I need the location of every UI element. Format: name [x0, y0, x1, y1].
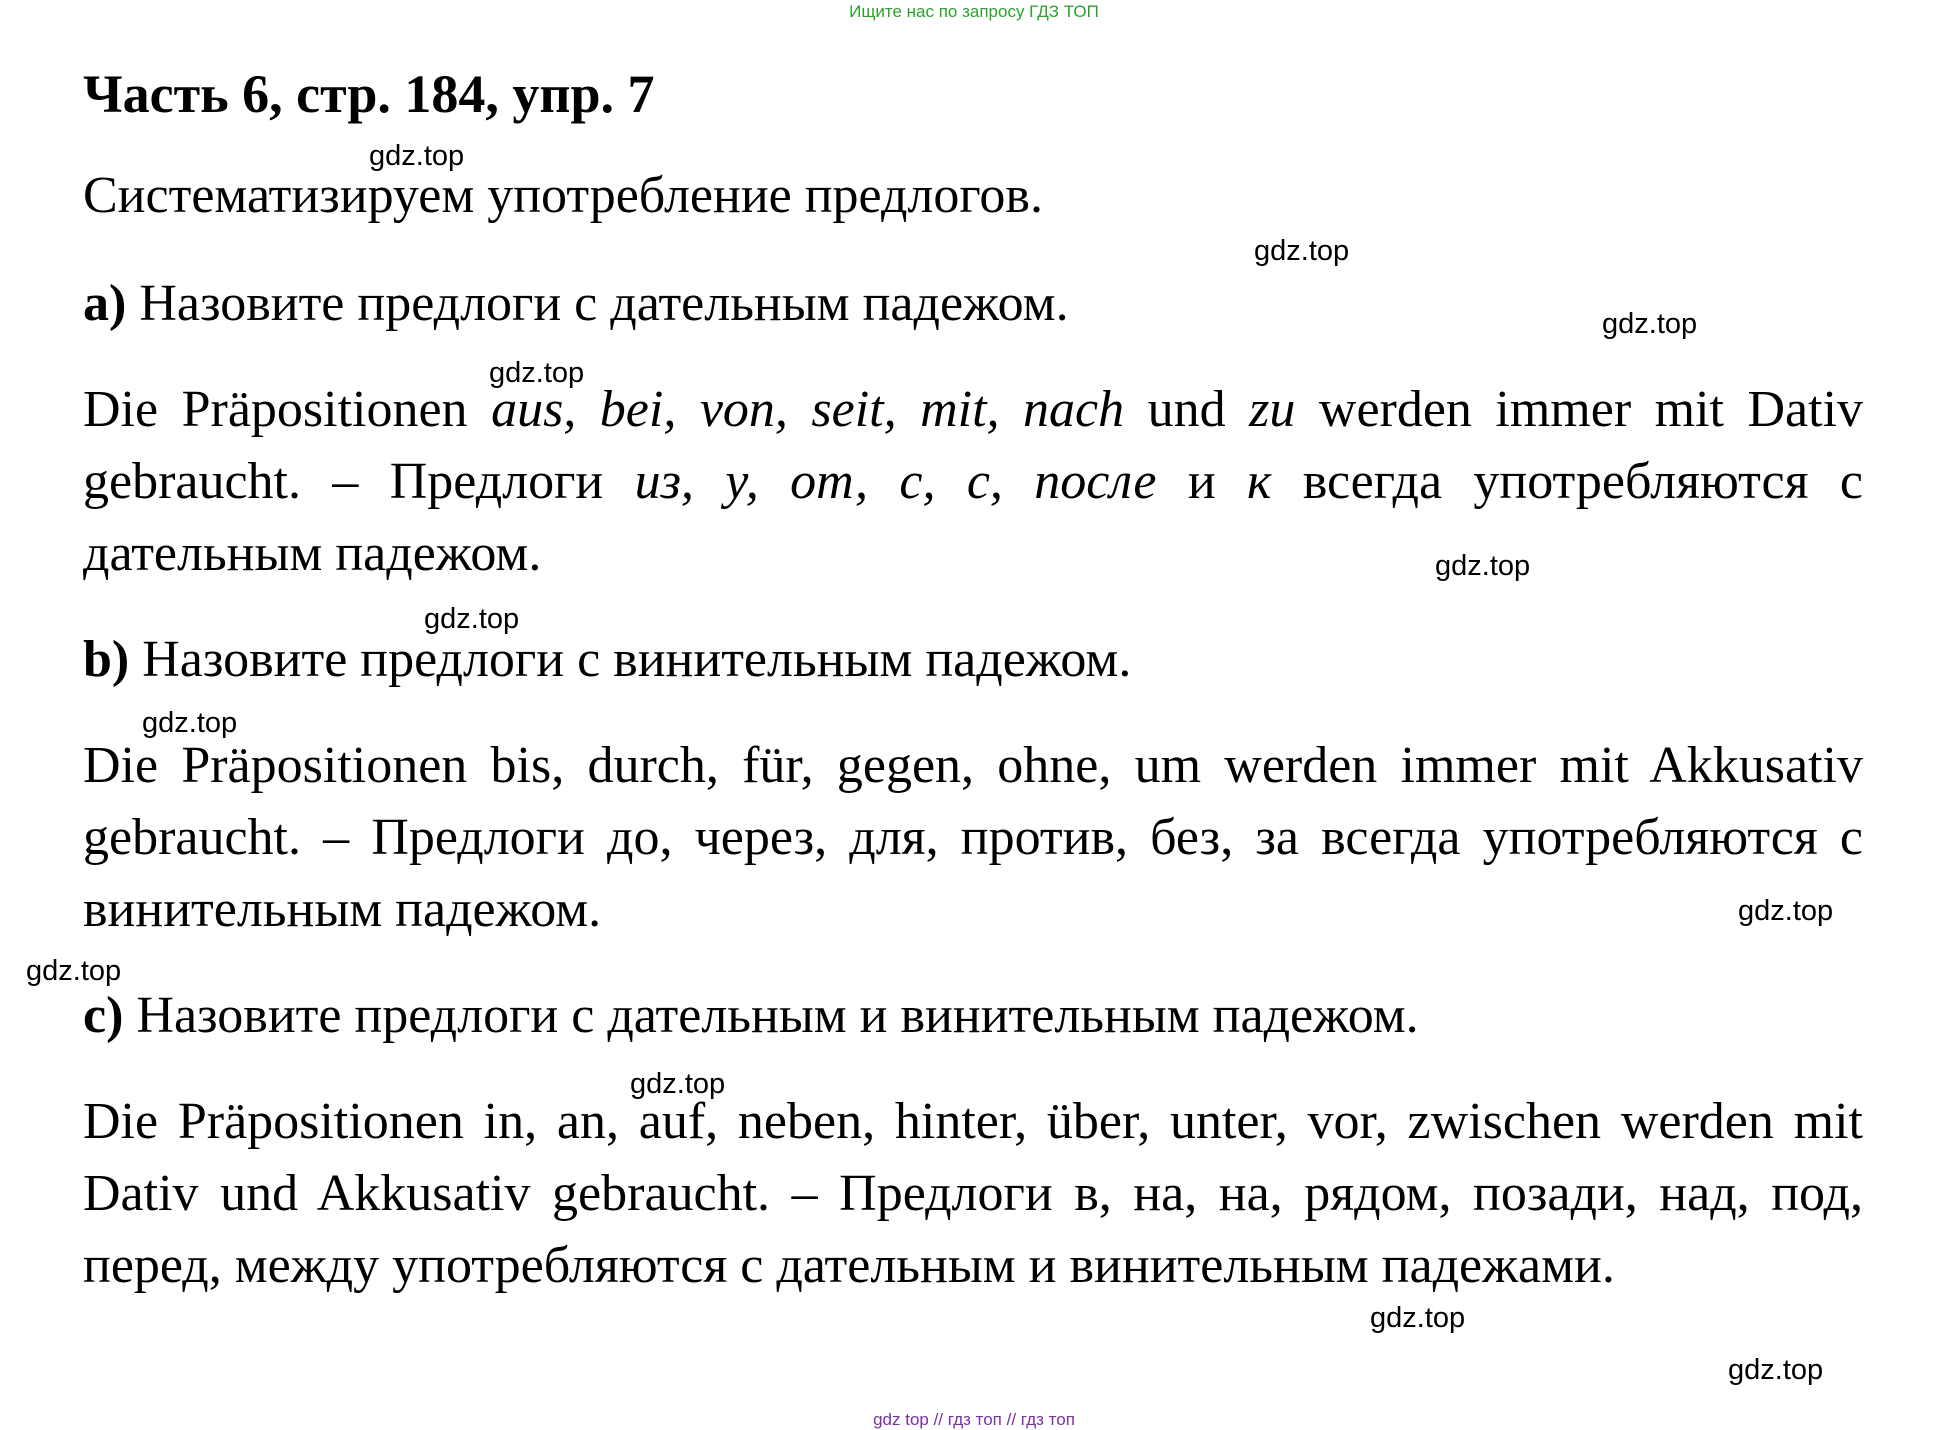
watermark: gdz.top: [489, 357, 585, 389]
question-c-letter: c): [83, 987, 124, 1044]
answer-a-part: werden immer mit Dativ gebraucht. – Предлоги: [83, 381, 1864, 510]
question-a-letter: a): [83, 275, 127, 332]
answer-a-italic: к: [1247, 453, 1272, 510]
watermark: gdz.top: [369, 140, 465, 172]
bottom-banner: gdz top // гдз топ // гдз топ: [873, 1410, 1075, 1429]
watermark: gdz.top: [1254, 235, 1350, 267]
intro-text: Систематизируем употребление предлогов.: [83, 167, 1043, 224]
exercise-heading: Часть 6, стр. 184, упр. 7: [83, 64, 655, 124]
watermark: gdz.top: [424, 603, 520, 635]
watermark: gdz.top: [1435, 550, 1531, 582]
question-c: [83, 980, 1863, 1052]
answer-b: Die Präpositionen bis, durch, für, gegen, ohne, um werden immer mit Akkusativ gebraucht. – Предлоги до, через, для, против, без, за всегда употребляются с винительным падежом.: [83, 737, 1863, 938]
top-banner: Ищите нас по запросу ГДЗ ТОП: [849, 2, 1099, 21]
watermark: gdz.top: [1602, 308, 1698, 340]
answer-a-part: и: [1156, 453, 1248, 510]
answer-a: [83, 374, 1863, 590]
watermark: gdz.top: [26, 955, 122, 987]
answer-a-part: Die Präpositionen: [83, 381, 492, 438]
watermark: gdz.top: [1728, 1354, 1824, 1386]
watermark: gdz.top: [1738, 895, 1834, 927]
question-a: [83, 268, 1863, 340]
watermark: gdz.top: [142, 707, 238, 739]
answer-c: Die Präpositionen in, an, auf, neben, hinter, über, unter, vor, zwischen werden mit Dativ und Akkusativ gebraucht. – Предлоги в, на, на, рядом, позади, над, под, перед, между употребляются с дательным и винительным падежами.: [83, 1093, 1863, 1294]
question-b-letter: b): [83, 631, 130, 688]
exercise-content: [83, 62, 1863, 1302]
answer-a-italic: zu: [1249, 381, 1296, 438]
answer-a-part: und: [1124, 381, 1250, 438]
watermark: gdz.top: [1370, 1302, 1466, 1334]
question-b: [83, 624, 1863, 696]
answer-a-part: всегда употребляются с дательным падежом.: [83, 453, 1863, 582]
answer-a-italic: из, у, от, с, с, после: [634, 453, 1157, 510]
question-b-text: Назовите предлоги с винительным падежом.: [142, 631, 1132, 688]
answer-a-italic: aus, bei, von, seit, mit, nach: [491, 381, 1125, 438]
watermark: gdz.top: [630, 1068, 726, 1100]
question-c-text: Назовите предлоги с дательным и винительным падежом.: [136, 987, 1419, 1044]
question-a-text: Назовите предлоги с дательным падежом.: [139, 275, 1069, 332]
